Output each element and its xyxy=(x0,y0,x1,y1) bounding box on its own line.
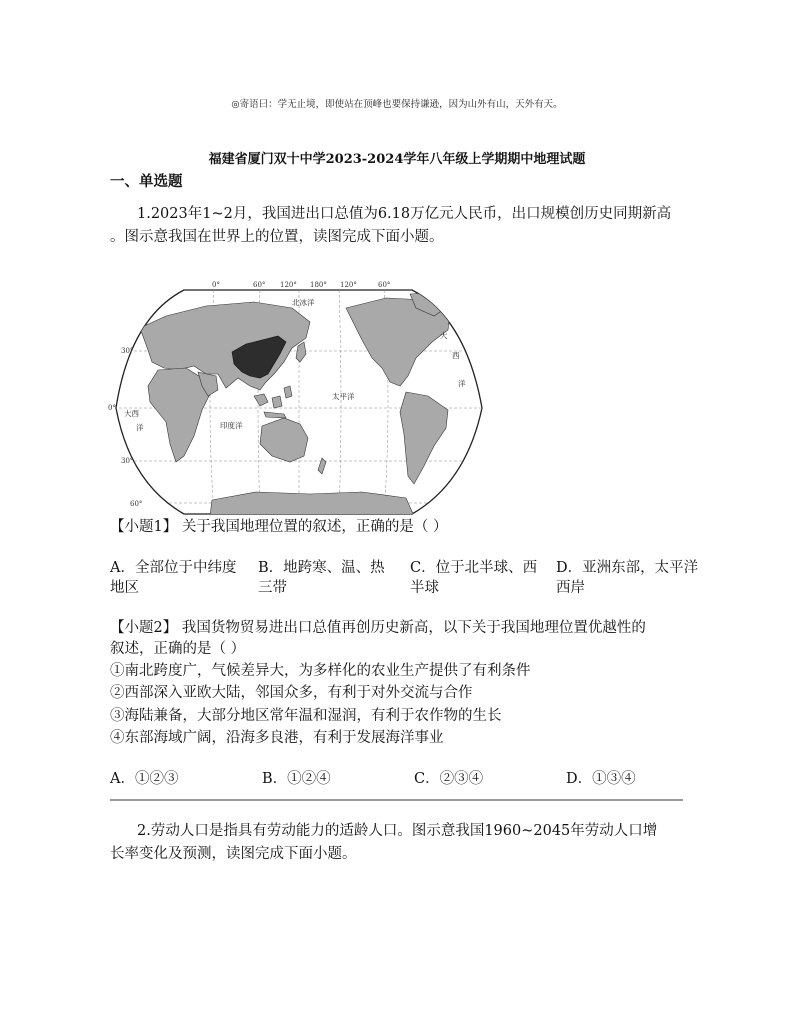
ocean-label-atlantic-right-1: 大 xyxy=(440,331,448,340)
q1-sub2-statement-1: ①南北跨度广，气候差异大，为多样化的农业生产提供了有利条件 xyxy=(110,663,531,679)
lat-label-30n: 30° xyxy=(121,347,134,355)
document-title: 福建省厦门双十中学2023-2024学年八年级上学期期中地理试题 xyxy=(208,152,586,167)
section-heading: 一、单选题 xyxy=(110,173,183,190)
lon-label-2: 120° xyxy=(280,281,297,289)
ocean-label-indian: 印度洋 xyxy=(220,421,243,430)
header-motto: ◎寄语曰：学无止境，即使站在顶峰也要保持谦逊，因为山外有山，天外有天。 xyxy=(231,99,563,110)
lat-label-0: 0° xyxy=(108,404,116,412)
q1-sub2-option-c[interactable]: C．②③④ xyxy=(414,771,484,787)
lon-label-4: 120° xyxy=(340,281,357,289)
lat-label-30s: 30° xyxy=(121,457,134,465)
q1-sub1-option-c[interactable] xyxy=(410,558,537,598)
option-d-line1: D．亚洲东部，太平洋 xyxy=(556,560,699,576)
ocean-label-arctic: 北冰洋 xyxy=(292,298,315,307)
option-d-line2: 西岸 xyxy=(556,580,585,596)
option-b-line2: 三带 xyxy=(258,580,287,596)
q2-stem-line2: 长率变化及预测，读图完成下面小题。 xyxy=(110,846,357,862)
lat-label-60s: 60° xyxy=(130,500,143,508)
ocean-label-atlantic-left-2: 洋 xyxy=(136,423,144,432)
lon-label-0: 0° xyxy=(212,281,220,289)
q1-sub2-statement-2: ②西部深入亚欧大陆，邻国众多，有利于对外交流与合作 xyxy=(110,685,473,701)
ocean-label-atlantic-left-1: 大西 xyxy=(124,409,139,418)
q1-sub2-stem-line2: 叙述，正确的是（ ） xyxy=(110,641,246,657)
q1-sub2-stem-line1: 【小题2】 我国货物贸易进出口总值再创历史新高，以下关于我国地理位置优越性的 xyxy=(110,620,646,636)
q1-sub1-option-a[interactable] xyxy=(110,558,236,598)
q1-sub1-stem: 【小题1】 关于我国地理位置的叙述，正确的是（ ） xyxy=(110,519,448,535)
antarctica-landmass xyxy=(210,492,414,516)
q1-sub2-statement-3: ③海陆兼备，大部分地区常年温和湿润，有利于农作物的生长 xyxy=(110,708,502,724)
option-c-line2: 半球 xyxy=(410,580,439,596)
question-divider xyxy=(110,799,683,801)
q2-stem-line1: 2.劳动人口是指具有劳动能力的适龄人口。图示意我国1960~2045年劳动人口增 xyxy=(137,823,658,839)
option-a-line1: A．全部位于中纬度 xyxy=(110,560,237,576)
q1-sub2-option-b[interactable]: B．①②④ xyxy=(262,771,331,787)
q1-sub1-option-d[interactable] xyxy=(556,558,698,598)
lon-label-1: 60° xyxy=(253,281,266,289)
q1-sub1-option-b[interactable] xyxy=(258,558,385,598)
q1-stem-line2: 。图示意我国在世界上的位置，读图完成下面小题。 xyxy=(110,229,444,245)
lon-label-3: 180° xyxy=(310,281,327,289)
q1-sub2-option-d[interactable]: D．①③④ xyxy=(566,771,636,787)
q1-sub2-option-a[interactable]: A．①②③ xyxy=(110,771,179,787)
q1-stem-line1: 1.2023年1~2月，我国进出口总值为6.18万亿元人民币，出口规模创历史同期新高 xyxy=(137,206,672,222)
world-map xyxy=(108,278,484,516)
option-b-line1: B．地跨寒、温、热 xyxy=(258,560,385,576)
ocean-label-pacific: 太平洋 xyxy=(332,392,355,401)
q1-sub2-statement-4: ④东部海域广阔，沿海多良港，有利于发展海洋事业 xyxy=(110,730,444,746)
ocean-label-atlantic-right-3: 洋 xyxy=(458,379,466,388)
ocean-label-atlantic-right-2: 西 xyxy=(452,351,460,360)
lon-label-5: 60° xyxy=(378,281,391,289)
option-a-line2: 地区 xyxy=(110,580,139,596)
world-map-svg xyxy=(108,278,484,516)
option-c-line1: C．位于北半球、西 xyxy=(410,560,538,576)
